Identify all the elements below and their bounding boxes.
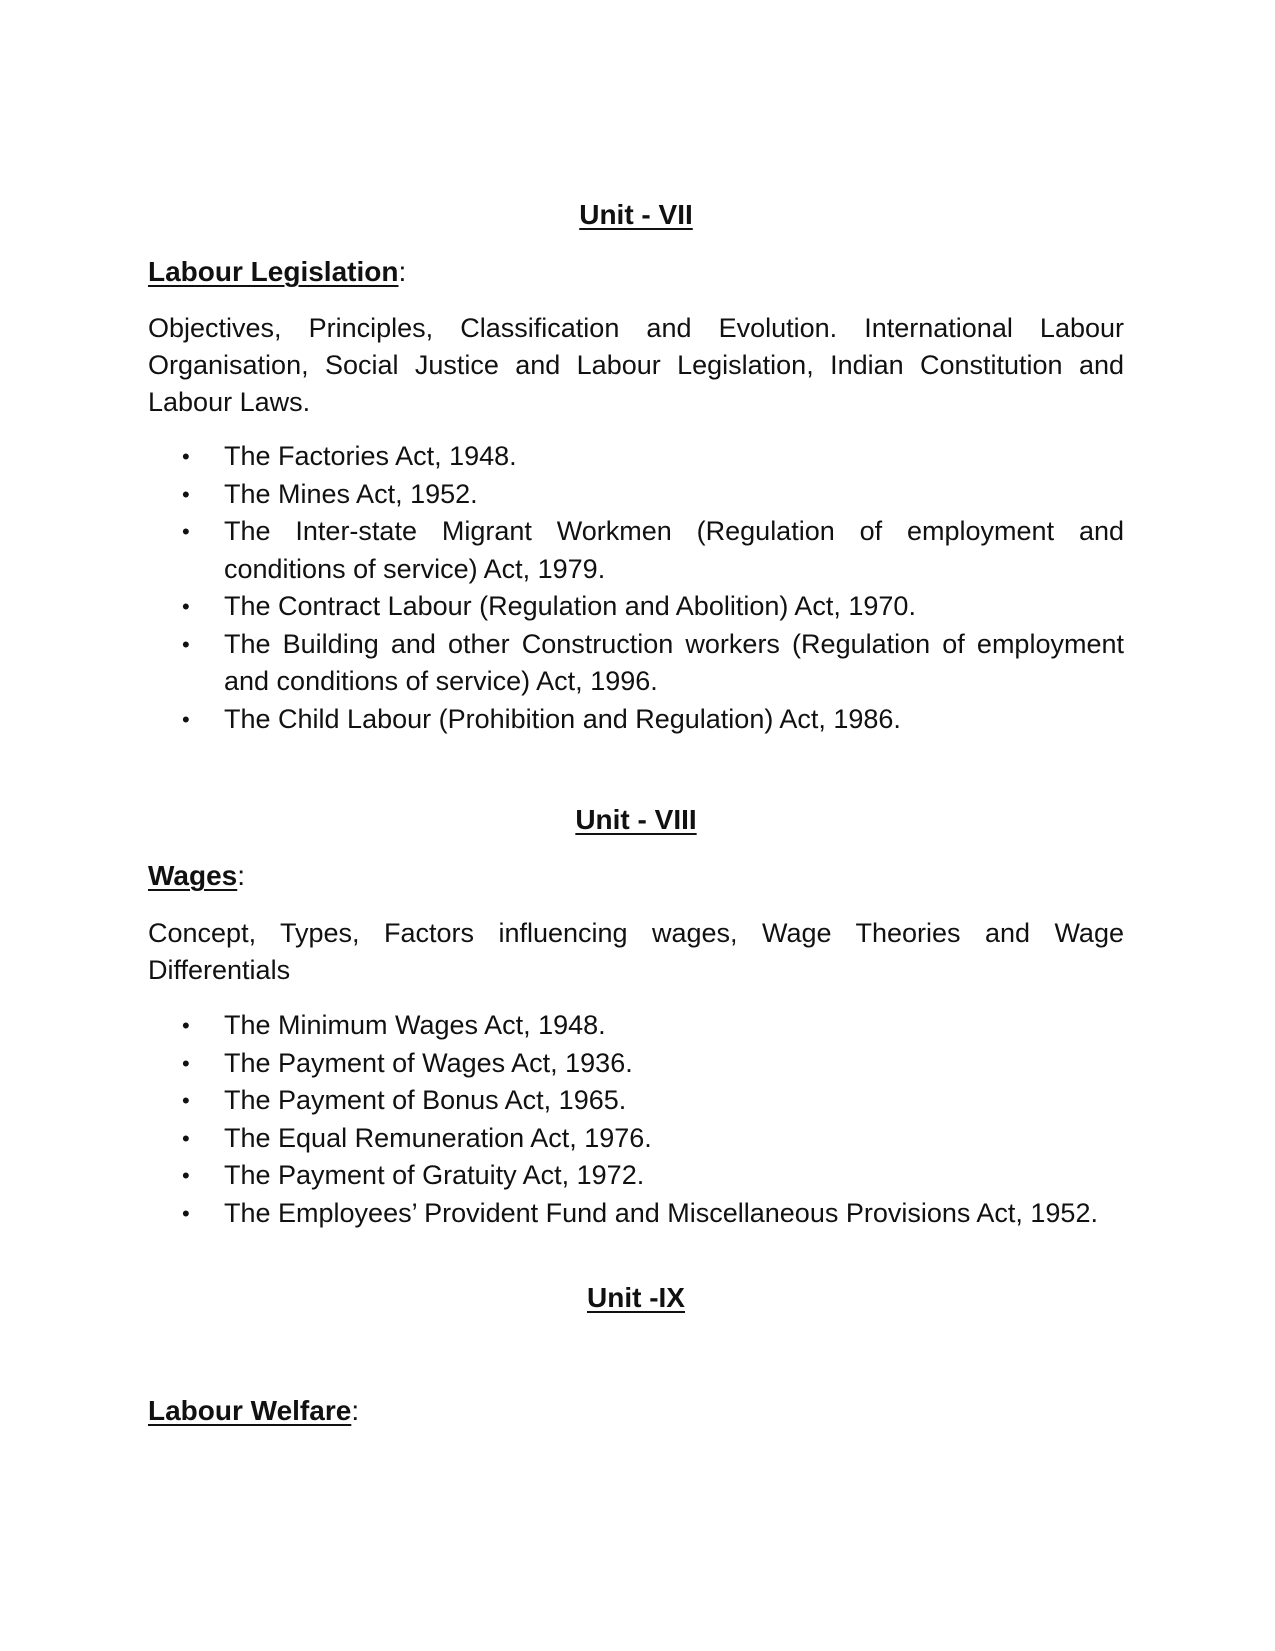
heading-colon: : bbox=[237, 860, 245, 891]
list-item: • The Factories Act, 1948. bbox=[148, 438, 1124, 476]
wages-heading-text: Wages bbox=[148, 860, 238, 891]
labour-legislation-heading bbox=[148, 255, 406, 289]
list-item: • The Inter-state Migrant Workmen (Regulation of employment and conditions of service) Act, 1979. bbox=[148, 513, 1124, 588]
unit-8-acts-list bbox=[148, 1007, 1124, 1232]
heading-colon: : bbox=[351, 1395, 360, 1426]
bullet-icon: • bbox=[182, 444, 190, 469]
heading-colon: : bbox=[398, 256, 407, 287]
labour-legislation-heading-text: Labour Legislation bbox=[148, 256, 399, 287]
list-item: • The Building and other Construction workers (Regulation of employment and conditions of service) Act, 1996. bbox=[148, 626, 1124, 701]
list-item: • The Mines Act, 1952. bbox=[148, 476, 1124, 514]
list-item: • The Child Labour (Prohibition and Regulation) Act, 1986. bbox=[148, 701, 1124, 739]
list-item: • The Payment of Gratuity Act, 1972. bbox=[148, 1157, 1124, 1195]
bullet-icon: • bbox=[182, 1013, 190, 1038]
unit-9-title: Unit -IX bbox=[587, 1282, 685, 1313]
bullet-icon: • bbox=[182, 631, 190, 657]
unit-7-acts-list bbox=[148, 438, 1124, 738]
unit-7-title: Unit - VII bbox=[579, 199, 693, 230]
document-page bbox=[148, 0, 1124, 1651]
bullet-icon: • bbox=[182, 519, 190, 544]
labour-welfare-heading-text: Labour Welfare bbox=[148, 1395, 352, 1426]
list-item: • The Contract Labour (Regulation and Abolition) Act, 1970. bbox=[148, 588, 1124, 626]
list-item: • The Payment of Wages Act, 1936. bbox=[148, 1045, 1124, 1083]
bullet-icon: • bbox=[182, 1163, 190, 1188]
bullet-icon: • bbox=[182, 594, 190, 619]
wages-description: Concept, Types, Factors influencing wages, Wage Theories and Wage Differentials bbox=[148, 918, 1124, 985]
labour-welfare-heading bbox=[148, 1394, 359, 1428]
list-item: • The Employees’ Provident Fund and Miscellaneous Provisions Act, 1952. bbox=[148, 1195, 1124, 1233]
unit-8-title: Unit - VIII bbox=[575, 804, 697, 835]
list-item: • The Payment of Bonus Act, 1965. bbox=[148, 1082, 1124, 1120]
bullet-icon: • bbox=[182, 1050, 190, 1076]
labour-legislation-description: Objectives, Principles, Classification and Evolution. International Labour Organisation, Social Justice and Labour Legislation, Indian Constitution and Labour Laws. bbox=[148, 313, 1124, 417]
bullet-icon: • bbox=[182, 1125, 190, 1151]
bullet-icon: • bbox=[182, 1088, 190, 1113]
bullet-icon: • bbox=[182, 706, 190, 732]
list-item: • The Equal Remuneration Act, 1976. bbox=[148, 1120, 1124, 1158]
list-item: • The Minimum Wages Act, 1948. bbox=[148, 1007, 1124, 1045]
wages-heading bbox=[148, 859, 245, 893]
bullet-icon: • bbox=[182, 1200, 190, 1226]
bullet-icon: • bbox=[182, 481, 190, 507]
